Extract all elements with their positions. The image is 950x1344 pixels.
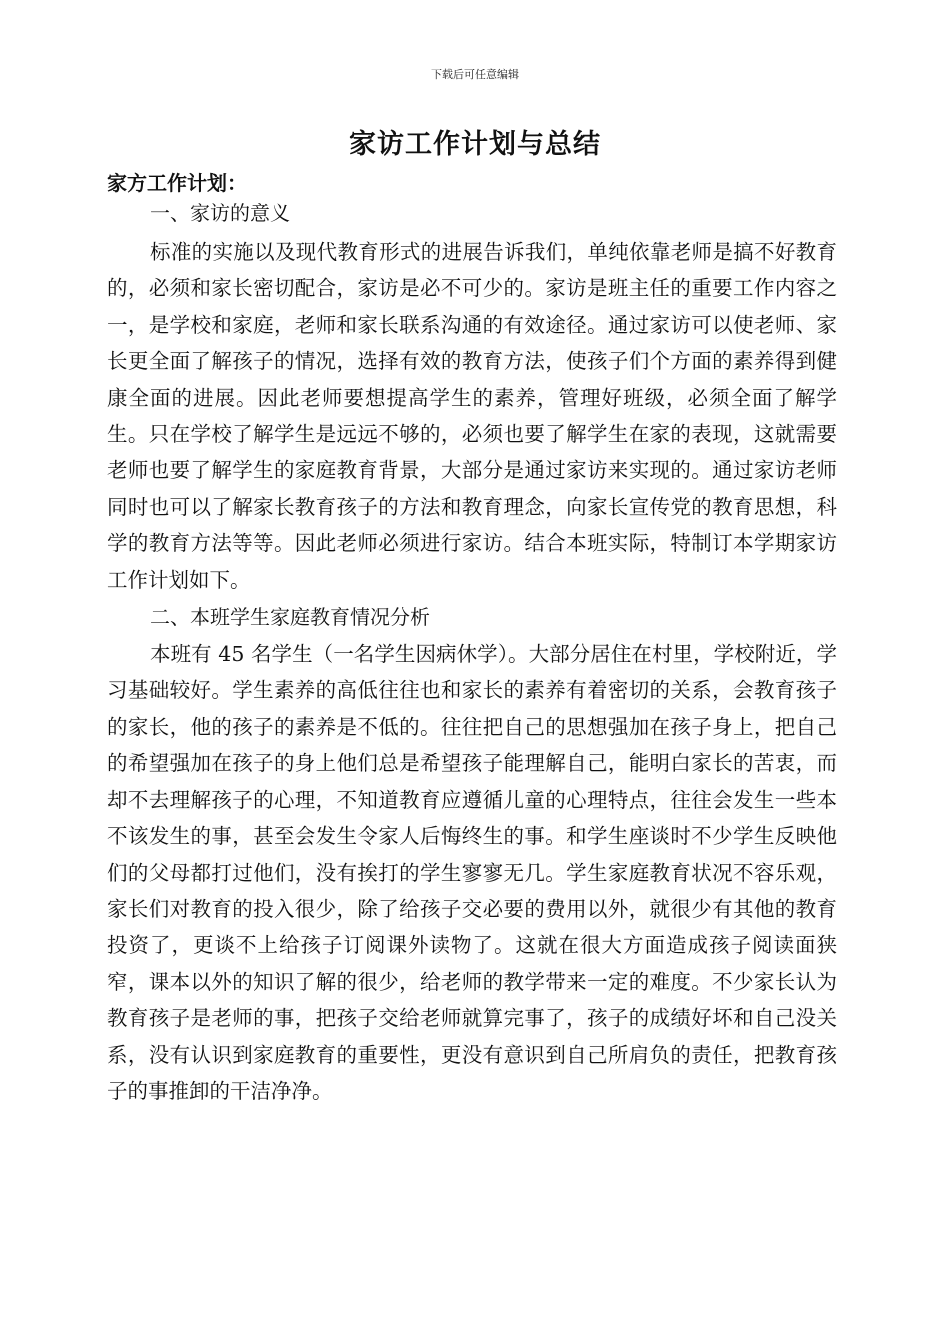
heading-analysis: 二、本班学生家庭教育情况分析 [150, 605, 430, 630]
document-body [107, 168, 837, 1109]
section-label: 家方工作计划： [107, 171, 247, 195]
document-title: 家访工作计划与总结 [349, 129, 601, 160]
paragraph-significance: 标准的实施以及现代教育形式的进展告诉我们，单纯依靠老师是搞不好教育的，必须和家长密切配合，家访是必不可少的。家访是班主任的重要工作内容之一，是学校和家庭，老师和家长联系沟通的有效途径。通过家访可以使老师、家长更全面了解孩子的情况，选择有效的教育方法，使孩子们个方面的素养得到健康全面的进展。因此老师要想提高学生的素养，管理好班级，必须全面了解学生。只在学校了解学生是远远不够的，必须也要了解学生在家的表现，这就需要老师也要了解学生的家庭教育背景，大部分是通过家访来实现的。通过家访老师同时也可以了解家长教育孩子的方法和教育理念，向家长宣传党的教育思想，科学的教育方法等等。因此老师必须进行家访。结合本班实际，特制订本学期家访工作计划如下。 [107, 240, 837, 592]
heading-significance: 一、家访的意义 [150, 201, 290, 225]
header-note: 下载后可任意编辑 [431, 68, 519, 81]
paragraph-analysis: 本班有 45 名学生（一名学生因病休学）。大部分居住在村里，学校附近，学习基础较好。学生素养的高低往往也和家长的素养有着密切的关系，会教育孩子的家长，他的孩子的素养是不低的。往往把自己的思想强加在孩子身上，把自己的希望强加在孩子的身上他们总是希望孩子能理解自己，能明白家长的苦衷，而却不去理解孩子的心理，不知道教育应遵循儿童的心理特点，往往会发生一些本不该发生的事，甚至会发生令家人后悔终生的事。和学生座谈时不少学生反映他们的父母都打过他们，没有挨打的学生寥寥无几。学生家庭教育状况不容乐观，家长们对教育的投入很少，除了给孩子交必要的费用以外，就很少有其他的教育投资了，更谈不上给孩子订阅课外读物了。这就在很大方面造成孩子阅读面狭窄，课本以外的知识了解的很少，给老师的教学带来一定的难度。不少家长认为教育孩子是老师的事，把孩子交给老师就算完事了，孩子的成绩好坏和自己没关系，没有认识到家庭教育的重要性，更没有意识到自己所肩负的责任，把教育孩子的事推卸的干洁净净。 [107, 642, 837, 1103]
